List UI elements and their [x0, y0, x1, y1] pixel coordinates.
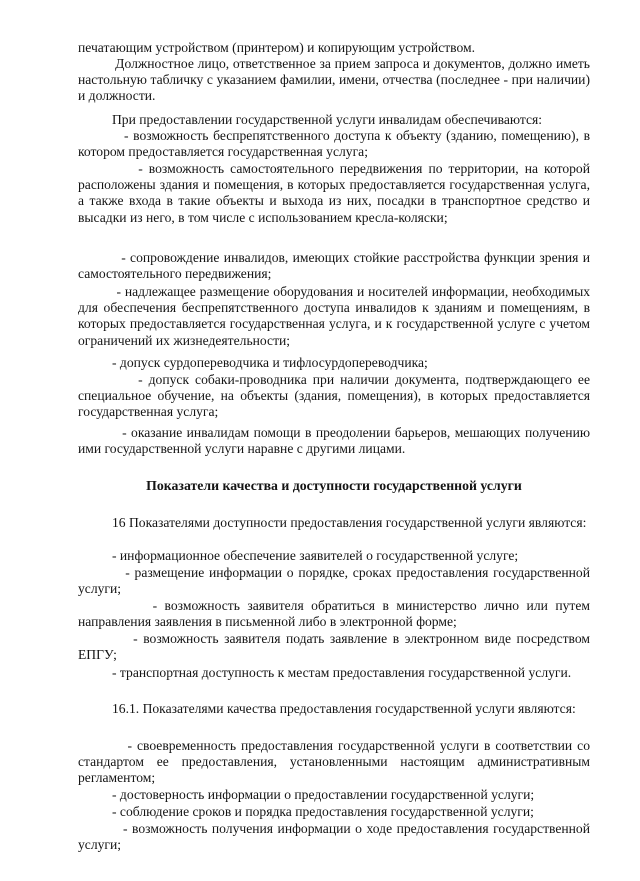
list-item-transport-accessibility: - транспортная доступность к местам предоставления государственной услуги.	[78, 665, 572, 680]
paragraph-disabled-intro: При предоставлении государственной услуги инвалидам обеспечиваются:	[78, 112, 543, 127]
list-item-escort: - сопровождение инвалидов, имеющих стойкие расстройства функции зрения и самостоятельного передвижения;	[78, 250, 590, 282]
list-item-barrier-assistance: - оказание инвалидам помощи в преодолении барьеров, мешающих получению ими государственной услуги наравне с другими лицами.	[78, 425, 590, 457]
list-item-information-placement: - размещение информации о порядке, сроках предоставления государственной услуги;	[78, 565, 590, 597]
section-heading: Показатели качества и доступности государственной услуги	[146, 478, 522, 493]
list-item-progress-information: - возможность получения информации о ходе предоставления государственной услуги;	[78, 821, 590, 853]
list-item-equipment: - надлежащее размещение оборудования и носителей информации, необходимых для обеспечения беспрепятственного доступа инвалидов к зданиям и помещениям, в которых предоставляется государственная услуга, и к государственной услуге с учетом ограничений их жизнедеятельности;	[78, 284, 590, 348]
list-item-sign-interpreter: - допуск сурдопереводчика и тифлосурдопереводчика;	[78, 355, 428, 370]
paragraph-quality-indicators: 16.1. Показателями качества предоставления государственной услуги являются:	[78, 701, 576, 716]
list-item-timeliness: - своевременность предоставления государственной услуги в соответствии со стандартом ее предоставления, установленными настоящим административным регламентом;	[78, 738, 590, 786]
list-item-apply-epgu: - возможность заявителя подать заявление в электронном виде посредством ЕПГУ;	[78, 631, 590, 663]
paragraph-printer-line: печатающим устройством (принтером) и копирующим устройством.	[78, 40, 476, 55]
list-item-guide-dog: - допуск собаки-проводника при наличии документа, подтверждающего ее специальное обучение, на объекты (здания, помещения), в которых предоставляется государственная услуга;	[78, 372, 590, 420]
list-item-information-support: - информационное обеспечение заявителей о государственной услуге;	[78, 548, 519, 563]
list-item-apply-ministry: - возможность заявителя обратиться в министерство лично или путем направления заявления в письменной либо в электронной форме;	[78, 598, 590, 630]
list-item-access: - возможность беспрепятственного доступа к объекту (зданию, помещению), в котором предоставляется государственная услуга;	[78, 128, 590, 160]
paragraph-official-nameplate: Должностное лицо, ответственное за прием запроса и документов, должно иметь настольную табличку с указанием фамилии, имени, отчества (последнее - при наличии) и должности.	[78, 56, 590, 104]
list-item-movement: - возможность самостоятельного передвижения по территории, на которой расположены здания и помещения, в которых предоставляется государственная услуга, а также входа в такие объекты и выхода из них, посадки в транспортное средство и высадки из него, в том числе с использованием кресла-коляски;	[78, 161, 590, 225]
list-item-deadlines: - соблюдение сроков и порядка предоставления государственной услуги;	[78, 804, 534, 819]
list-item-reliability: - достоверность информации о предоставлении государственной услуги;	[78, 787, 535, 802]
paragraph-accessibility-indicators: 16 Показателями доступности предоставления государственной услуги являются:	[78, 515, 587, 530]
